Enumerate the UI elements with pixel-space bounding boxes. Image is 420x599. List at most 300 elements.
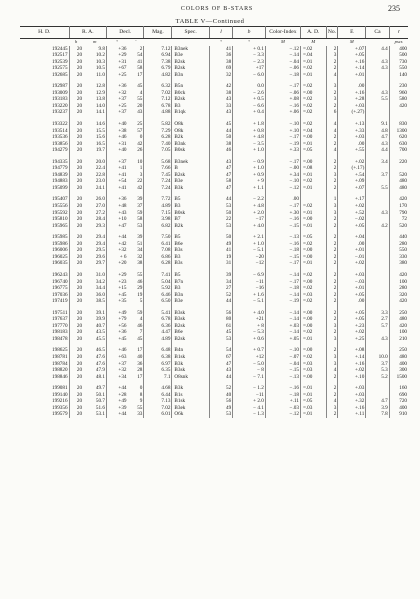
- ra-hours-cell: 20: [76, 360, 83, 367]
- distance-cell: 550: [399, 65, 407, 72]
- galactic-longitude-cell: 31: [209, 260, 232, 267]
- ra-hours-cell: 20: [76, 203, 83, 210]
- ra-hours-cell: 20: [76, 411, 83, 418]
- decl-minutes-cell: 0: [128, 134, 144, 141]
- ra-minutes-cell: 48.1: [83, 374, 106, 381]
- galactic-longitude-cell: 67: [209, 354, 232, 361]
- excess-cell: +.32: [338, 398, 366, 405]
- spectrum-cell: B3e: [172, 52, 209, 59]
- magnitude-cell: 5.82: [144, 116, 172, 128]
- number-cell: 4: [326, 147, 338, 154]
- ra-minutes-cell: 47.6: [83, 361, 106, 368]
- decl-minutes-cell: 55: [128, 96, 144, 103]
- average-deviation-cell: =.00: [300, 279, 326, 286]
- galactic-longitude-cell: 47: [209, 185, 232, 192]
- unit-label: [20, 39, 69, 46]
- distance-cell: 480: [399, 178, 407, 185]
- spectrum-cell: B2k: [172, 223, 209, 230]
- average-deviation-cell: =.01: [300, 59, 326, 66]
- hd-cell: 197637: [20, 316, 69, 323]
- decl-degrees-cell: +36: [118, 196, 127, 203]
- ra-minutes-cell: 12.9: [83, 90, 106, 97]
- decl-degrees-cell: +31: [118, 58, 127, 65]
- ra-minutes-cell: 34.2: [83, 279, 106, 286]
- unit-label: °: [220, 39, 222, 44]
- ra-minutes-cell: 15.6: [83, 134, 106, 141]
- ra-hours-cell: 20: [76, 367, 83, 374]
- spectrum-cell: B1sk: [172, 398, 209, 405]
- average-deviation-cell: =.01: [300, 185, 326, 192]
- excess-cell: +.16: [338, 361, 366, 368]
- color-index-cell: −.15: [265, 254, 300, 261]
- galactic-latitude-cell: + 0.7: [233, 342, 266, 354]
- number-cell: 4: [326, 128, 338, 135]
- ra-hours-cell: 20: [76, 178, 83, 185]
- number-cell: 2: [326, 298, 338, 305]
- distance-cell: 420: [399, 271, 407, 278]
- hd-cell: 197770: [20, 323, 69, 330]
- distance-cell: 480: [399, 316, 407, 323]
- ra-hours-cell: 20: [76, 285, 83, 292]
- ca-cell: [366, 191, 389, 203]
- decl-minutes-cell: 19: [128, 292, 144, 299]
- ra-hours-cell: 20: [76, 234, 83, 241]
- ca-cell: 3.7: [366, 361, 389, 368]
- hd-cell: 192445: [20, 46, 69, 53]
- decl-degrees-cell: +40: [118, 121, 127, 128]
- magnitude-cell: 6.44: [144, 392, 172, 399]
- galactic-longitude-cell: 38: [209, 59, 232, 66]
- color-index-cell: −.17: [265, 154, 300, 166]
- ra-hours-cell: 20: [76, 404, 83, 411]
- table-row: [20, 191, 408, 203]
- excess-cell: +.05: [338, 316, 366, 323]
- excess-cell: .00: [338, 78, 366, 90]
- galactic-latitude-cell: +17: [233, 65, 266, 72]
- hd-cell: 195592: [20, 210, 69, 217]
- hd-cell: 199356: [20, 405, 69, 412]
- distance-cell: 1300: [396, 127, 407, 134]
- ca-cell: [366, 342, 389, 354]
- ra-hours-cell: 20: [76, 209, 83, 216]
- decl-degrees-cell: +39: [118, 404, 127, 411]
- decl-minutes-cell: 59: [128, 305, 144, 317]
- decl-minutes-cell: 58: [128, 216, 144, 223]
- number-cell: 2: [326, 165, 338, 172]
- magnitude-cell: 7.29: [144, 128, 172, 135]
- color-index-cell: −.17: [265, 260, 300, 267]
- excess-cell: +.16: [338, 59, 366, 66]
- ra-minutes-cell: 16.5: [83, 141, 106, 148]
- decl-degrees-cell: +23: [118, 278, 127, 285]
- number-cell: 2: [326, 342, 338, 354]
- decl-minutes-cell: 8: [128, 392, 144, 399]
- spectrum-cell: B3ek: [172, 405, 209, 412]
- magnitude-cell: 6.28: [144, 260, 172, 267]
- average-deviation-cell: =.05: [300, 229, 326, 241]
- excess-cell: +.11: [338, 411, 366, 418]
- number-cell: 3: [326, 203, 338, 210]
- galactic-latitude-cell: −11: [233, 392, 266, 399]
- ra-hours-cell: 20: [76, 373, 83, 380]
- average-deviation-cell: =.04: [300, 52, 326, 59]
- unit-label: M: [311, 39, 316, 44]
- ra-hours-cell: 20: [76, 102, 83, 109]
- hd-cell: 198846: [20, 374, 69, 381]
- spectrum-cell: B5: [172, 267, 209, 279]
- data-table: [20, 26, 408, 418]
- hd-cell: 193322: [20, 116, 69, 128]
- magnitude-cell: 7.02: [144, 405, 172, 412]
- distance-cell: 580: [399, 96, 407, 103]
- ra-hours-cell: 20: [76, 45, 83, 52]
- distance-cell: 730: [399, 58, 407, 65]
- distance-cell: 500: [399, 52, 407, 59]
- galactic-longitude-cell: 52: [209, 292, 232, 299]
- unit-label: m: [93, 39, 97, 44]
- ra-hours-cell: 20: [76, 52, 83, 59]
- galactic-latitude-cell: + 4.8: [233, 134, 266, 141]
- ra-minutes-cell: 22.8: [83, 172, 106, 179]
- galactic-longitude-cell: 53: [209, 411, 232, 418]
- ra-hours-cell: 20: [76, 147, 83, 154]
- decl-minutes-cell: 46: [128, 323, 144, 330]
- excess-cell: +.01: [338, 285, 366, 292]
- spectrum-cell: O6k: [172, 411, 209, 418]
- galactic-longitude-cell: 39: [209, 267, 232, 279]
- number-cell: 4: [326, 116, 338, 128]
- decl-degrees-cell: +67: [118, 65, 127, 72]
- decl-degrees-cell: +41: [118, 171, 127, 178]
- ca-cell: 4.3: [366, 336, 389, 343]
- decl-minutes-cell: 55: [128, 267, 144, 279]
- table-row: [20, 154, 408, 166]
- decl-minutes-cell: 59: [128, 210, 144, 217]
- magnitude-cell: 6.36: [144, 323, 172, 330]
- decl-degrees-cell: +41: [118, 184, 127, 191]
- excess-cell: +.03: [338, 267, 366, 279]
- galactic-longitude-cell: 44: [209, 374, 232, 381]
- number-cell: 2: [326, 46, 338, 53]
- distance-cell: 100: [399, 329, 407, 336]
- table-row: [20, 78, 408, 90]
- decl-degrees-cell: +32: [118, 89, 127, 96]
- magnitude-cell: 7.05: [144, 147, 172, 154]
- magnitude-cell: 6.78: [144, 316, 172, 323]
- excess-cell: +.02: [338, 367, 366, 374]
- number-cell: 2: [326, 380, 338, 392]
- hd-cell: 198820: [20, 367, 69, 374]
- spectrum-cell: B5: [172, 229, 209, 241]
- average-deviation-cell: =.02: [300, 78, 326, 90]
- distance-cell: 380: [399, 260, 407, 267]
- ra-hours-cell: 20: [76, 240, 83, 247]
- average-deviation-cell: =.00: [300, 342, 326, 354]
- decl-minutes-cell: 54: [128, 52, 144, 59]
- hd-cell: 195985: [20, 229, 69, 241]
- galactic-latitude-cell: − 1.2: [233, 380, 266, 392]
- spectrum-cell: B2sk: [172, 323, 209, 330]
- color-index-cell: −.14: [265, 316, 300, 323]
- ra-minutes-cell: 10.3: [83, 59, 106, 66]
- magnitude-cell: 7.72: [144, 191, 172, 203]
- hd-cell: 198625: [20, 342, 69, 354]
- distance-cell: 170: [399, 203, 407, 210]
- ca-cell: [366, 267, 389, 279]
- distance-cell: 480: [399, 353, 407, 360]
- ca-cell: 4.4: [366, 46, 389, 53]
- distance-cell: 700: [399, 147, 407, 154]
- galactic-longitude-cell: 19: [209, 254, 232, 261]
- galactic-longitude-cell: 47: [209, 165, 232, 172]
- galactic-latitude-cell: + 1.6: [233, 292, 266, 299]
- spectrum-cell: O8snk: [172, 374, 209, 381]
- average-deviation-cell: =.01: [300, 392, 326, 399]
- spectrum-cell: B: [172, 165, 209, 172]
- decl-degrees-cell: +56: [118, 322, 127, 329]
- excess-cell: +.10: [338, 374, 366, 381]
- galactic-longitude-cell: 45: [209, 329, 232, 336]
- decl-degrees-cell: +44: [118, 234, 127, 241]
- ra-minutes-cell: 29.4: [83, 241, 106, 248]
- distance-cell: 520: [399, 171, 407, 178]
- color-index-cell: +.08: [265, 96, 300, 103]
- distance-cell: 830: [399, 121, 407, 128]
- decl-degrees-cell: +44: [118, 385, 127, 392]
- excess-cell: +.03: [338, 134, 366, 141]
- magnitude-cell: 6.01: [144, 411, 172, 418]
- column-header: R. A.: [69, 27, 106, 39]
- number-cell: 2: [326, 267, 338, 279]
- galactic-latitude-cell: + 4.8: [233, 203, 266, 210]
- distance-cell: 790: [399, 209, 407, 216]
- average-deviation-cell: =.03: [300, 405, 326, 412]
- excess-cell: +.09: [338, 178, 366, 185]
- unit-label: °: [248, 39, 250, 44]
- spectrum-cell: B5n: [172, 78, 209, 90]
- ra-hours-cell: 20: [76, 298, 83, 305]
- column-header: Decl.: [106, 27, 143, 39]
- color-index-cell: −.10: [265, 116, 300, 128]
- unit-label: [326, 39, 338, 46]
- spectrum-cell: B2k: [172, 134, 209, 141]
- number-cell: 3: [326, 323, 338, 330]
- distance-cell: 330: [399, 253, 407, 260]
- spectrum-cell: B1s: [172, 392, 209, 399]
- average-deviation-cell: =.01: [300, 411, 326, 418]
- galactic-latitude-cell: − 4.1: [233, 405, 266, 412]
- magnitude-cell: 4.68: [144, 380, 172, 392]
- table-body: [20, 46, 408, 418]
- average-deviation-cell: =.03: [300, 292, 326, 299]
- distance-cell: 400: [399, 360, 407, 367]
- decl-minutes-cell: 29: [128, 285, 144, 292]
- ra-hours-cell: 20: [76, 398, 83, 405]
- decl-degrees-cell: +25: [118, 71, 127, 78]
- decl-minutes-cell: 42: [128, 185, 144, 192]
- ca-cell: 3.9: [366, 405, 389, 412]
- magnitude-cell: 7.24: [144, 185, 172, 192]
- hd-cell: 196243: [20, 267, 69, 279]
- decl-minutes-cell: 3: [128, 172, 144, 179]
- magnitude-cell: 5.04: [144, 279, 172, 286]
- ra-hours-cell: 20: [76, 140, 83, 147]
- decl-degrees-cell: +34: [118, 373, 127, 380]
- decl-degrees-cell: +46: [118, 134, 127, 141]
- color-index-cell: −.10: [265, 342, 300, 354]
- ca-cell: 4.3: [366, 65, 389, 72]
- number-cell: 2: [326, 411, 338, 418]
- ra-hours-cell: 20: [76, 385, 83, 392]
- color-index-cell: −.17: [265, 279, 300, 286]
- decl-minutes-cell: 0: [128, 380, 144, 392]
- decl-degrees-cell: +49: [118, 398, 127, 405]
- spectrum-cell: B6e: [172, 329, 209, 336]
- excess-cell: +.13: [338, 116, 366, 128]
- galactic-longitude-cell: 56: [209, 398, 232, 405]
- color-index-cell: −.17: [265, 78, 300, 90]
- distance-cell: 250: [399, 347, 407, 354]
- ra-minutes-cell: 14.1: [83, 109, 106, 116]
- hd-cell: 193856: [20, 141, 69, 148]
- decl-minutes-cell: 1: [128, 165, 144, 172]
- hd-cell: 195986: [20, 241, 69, 248]
- excess-cell: +.02: [338, 260, 366, 267]
- ra-minutes-cell: 9.8: [83, 46, 106, 53]
- average-deviation-cell: =.01: [300, 260, 326, 267]
- number-cell: 2: [326, 316, 338, 323]
- distance-cell: 250: [399, 309, 407, 316]
- excess-cell: +.55: [338, 147, 366, 154]
- galactic-longitude-cell: 47: [209, 172, 232, 179]
- ra-minutes-cell: 14.6: [83, 116, 106, 128]
- decl-minutes-cell: 28: [128, 367, 144, 374]
- decl-degrees-cell: +29: [118, 52, 127, 59]
- decl-minutes-cell: 26: [128, 147, 144, 154]
- ca-cell: 9.1: [366, 116, 389, 128]
- ca-cell: 2.7: [366, 316, 389, 323]
- hd-cell: 194883: [20, 178, 69, 185]
- ca-cell: [366, 229, 389, 241]
- galactic-latitude-cell: −16: [233, 285, 266, 292]
- galactic-latitude-cell: − 1.3: [233, 411, 266, 418]
- decl-degrees-cell: +63: [118, 353, 127, 360]
- ra-hours-cell: 20: [76, 391, 83, 398]
- excess-cell: +.17: [338, 191, 366, 203]
- average-deviation-cell: =.00: [300, 305, 326, 317]
- decl-degrees-cell: +32: [118, 367, 127, 374]
- number-cell: 2: [326, 392, 338, 399]
- distance-cell: 620: [399, 134, 407, 141]
- number-cell: 2: [326, 178, 338, 185]
- magnitude-cell: 6.97: [144, 361, 172, 368]
- ra-hours-cell: 20: [76, 109, 83, 116]
- color-index-cell: +.30: [265, 210, 300, 217]
- ca-cell: 4.2: [366, 223, 389, 230]
- magnitude-cell: 5.92: [144, 285, 172, 292]
- unit-label: [144, 39, 172, 46]
- hd-cell: 192685: [20, 72, 69, 79]
- ra-hours-cell: 20: [76, 71, 83, 78]
- galactic-latitude-cell: − 6.0: [233, 72, 266, 79]
- number-cell: 2: [326, 185, 338, 192]
- galactic-latitude-cell: + 0.4: [233, 109, 266, 116]
- galactic-latitude-cell: −11: [233, 279, 266, 286]
- galactic-longitude-cell: 43: [209, 109, 232, 116]
- column-header: E: [338, 27, 366, 39]
- spectrum-cell: B3sk: [172, 305, 209, 317]
- galactic-latitude-cell: + 1.8: [233, 116, 266, 128]
- ra-hours-cell: 20: [76, 316, 83, 323]
- excess-cell: +.23: [338, 323, 366, 330]
- decl-degrees-cell: +47: [118, 222, 127, 229]
- decl-degrees-cell: +28: [118, 391, 127, 398]
- magnitude-cell: 4.89: [144, 336, 172, 343]
- color-index-cell: .00: [265, 191, 300, 203]
- spectrum-cell: B0sk: [172, 210, 209, 217]
- spectrum-cell: B5: [172, 191, 209, 203]
- number-cell: 3: [326, 96, 338, 103]
- color-index-cell: −.16: [265, 241, 300, 248]
- hd-cell: 195965: [20, 223, 69, 230]
- decl-degrees-cell: +37: [118, 109, 127, 116]
- galactic-longitude-cell: 53: [209, 223, 232, 230]
- number-cell: 2: [326, 103, 338, 110]
- average-deviation-cell: =.01: [300, 72, 326, 79]
- average-deviation-cell: =.01: [300, 210, 326, 217]
- magnitude-cell: 6.82: [144, 223, 172, 230]
- magnitude-cell: 7.1: [144, 374, 172, 381]
- galactic-longitude-cell: 42: [209, 78, 232, 90]
- color-index-cell: +.03: [265, 323, 300, 330]
- excess-cell: +.14: [338, 354, 366, 361]
- spectrum-cell: B3: [172, 254, 209, 261]
- decl-degrees-cell: +43: [118, 209, 127, 216]
- magnitude-cell: 4.88: [144, 109, 172, 116]
- ca-cell: 5.3: [366, 367, 389, 374]
- decl-minutes-cell: 38: [128, 260, 144, 267]
- ra-minutes-cell: 45.5: [83, 336, 106, 343]
- decl-degrees-cell: +79: [118, 316, 127, 323]
- spectrum-cell: B0sk: [172, 147, 209, 154]
- ca-cell: 5.5: [366, 185, 389, 192]
- ra-hours-cell: 20: [76, 278, 83, 285]
- hd-cell: 197419: [20, 298, 69, 305]
- average-deviation-cell: =.01: [300, 141, 326, 148]
- decl-minutes-cell: 39: [128, 229, 144, 241]
- average-deviation-cell: [300, 191, 326, 203]
- decl-degrees-cell: +54: [118, 178, 127, 185]
- number-cell: 2: [326, 254, 338, 261]
- galactic-latitude-cell: − 5.1: [233, 298, 266, 305]
- hd-cell: 195810: [20, 216, 69, 223]
- decl-minutes-cell: 22: [128, 178, 144, 185]
- decl-degrees-cell: +37: [118, 96, 127, 103]
- decl-minutes-cell: 37: [128, 203, 144, 210]
- galactic-longitude-cell: 47: [209, 361, 232, 368]
- color-index-cell: −.14: [265, 329, 300, 336]
- ra-minutes-cell: 14.0: [83, 103, 106, 110]
- galactic-latitude-cell: + 0.6: [233, 336, 266, 343]
- galactic-latitude-cell: + 2.1: [233, 229, 266, 241]
- average-deviation-cell: =.02: [300, 96, 326, 103]
- unit-label: pscs: [394, 39, 403, 44]
- excess-cell: +.16: [338, 90, 366, 97]
- decl-minutes-cell: 9: [128, 398, 144, 405]
- ra-minutes-cell: 47.9: [83, 367, 106, 374]
- number-cell: 2: [326, 285, 338, 292]
- decl-degrees-cell: +46: [118, 347, 127, 354]
